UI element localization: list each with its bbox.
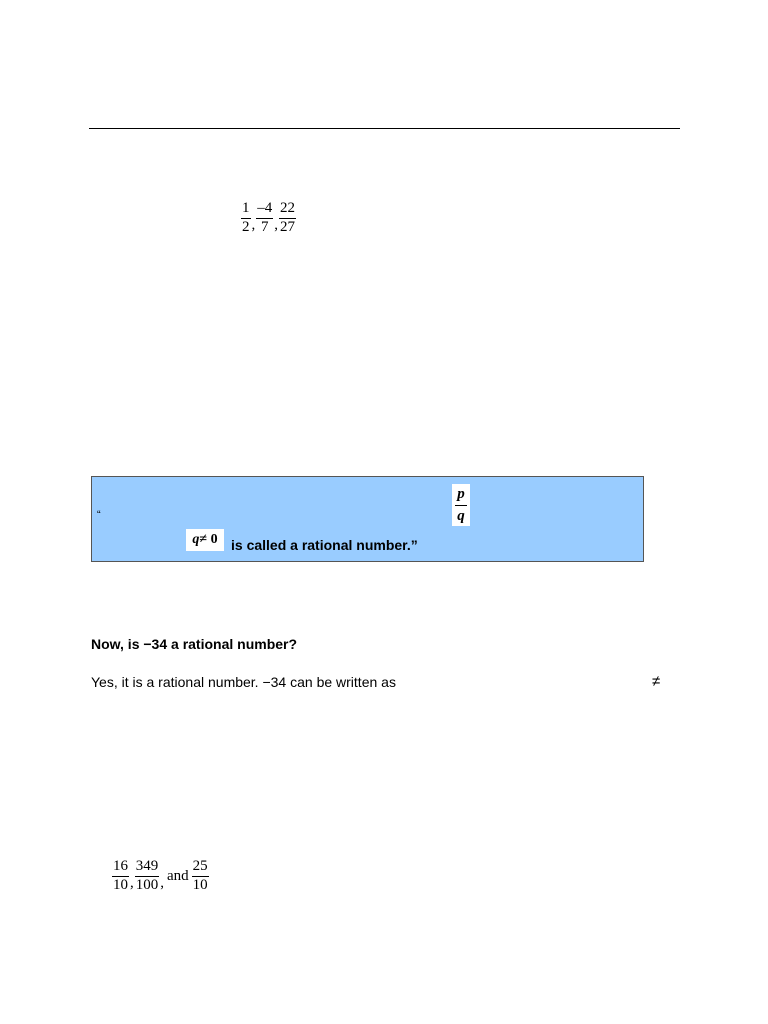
numerator: 1 <box>242 200 250 216</box>
numerator: 16 <box>113 858 128 874</box>
callout-text: is called a rational number.” <box>231 537 418 553</box>
fraction-list-bottom <box>112 859 209 894</box>
comma: , <box>274 216 278 233</box>
comma: , <box>251 216 256 233</box>
variable-q: q <box>192 532 200 547</box>
numerator-p: p <box>457 486 465 502</box>
fraction <box>279 201 296 236</box>
fraction <box>256 201 273 236</box>
denominator: 2 <box>242 218 250 235</box>
denominator: 27 <box>280 218 295 235</box>
comma: , <box>130 874 134 891</box>
denominator: 10 <box>113 876 128 893</box>
fraction <box>135 859 160 894</box>
fraction <box>241 201 251 236</box>
and-word: and <box>167 867 189 884</box>
not-equal-symbol: ≠ <box>652 673 661 690</box>
p-over-q-fraction <box>452 484 470 526</box>
denominator: 7 <box>261 218 269 235</box>
numerator: 349 <box>135 858 159 874</box>
not-equal-zero: ≠ 0 <box>199 532 218 547</box>
horizontal-rule <box>89 128 680 129</box>
answer-text: Yes, it is a rational number. −34 can be written as <box>91 674 396 690</box>
denominator: 10 <box>192 876 208 893</box>
numerator: 25 <box>192 858 208 874</box>
comma: , <box>160 874 164 891</box>
open-quote: “ <box>97 509 101 521</box>
q-not-zero-condition <box>186 529 224 551</box>
numerator: –4 <box>257 200 273 216</box>
fraction <box>192 859 209 894</box>
fraction-list-top <box>241 201 296 236</box>
denominator-q: q <box>457 507 465 524</box>
fraction <box>112 859 129 894</box>
numerator: 22 <box>280 200 295 216</box>
denominator: 100 <box>135 876 159 893</box>
question-heading: Now, is −34 a rational number? <box>91 636 298 652</box>
